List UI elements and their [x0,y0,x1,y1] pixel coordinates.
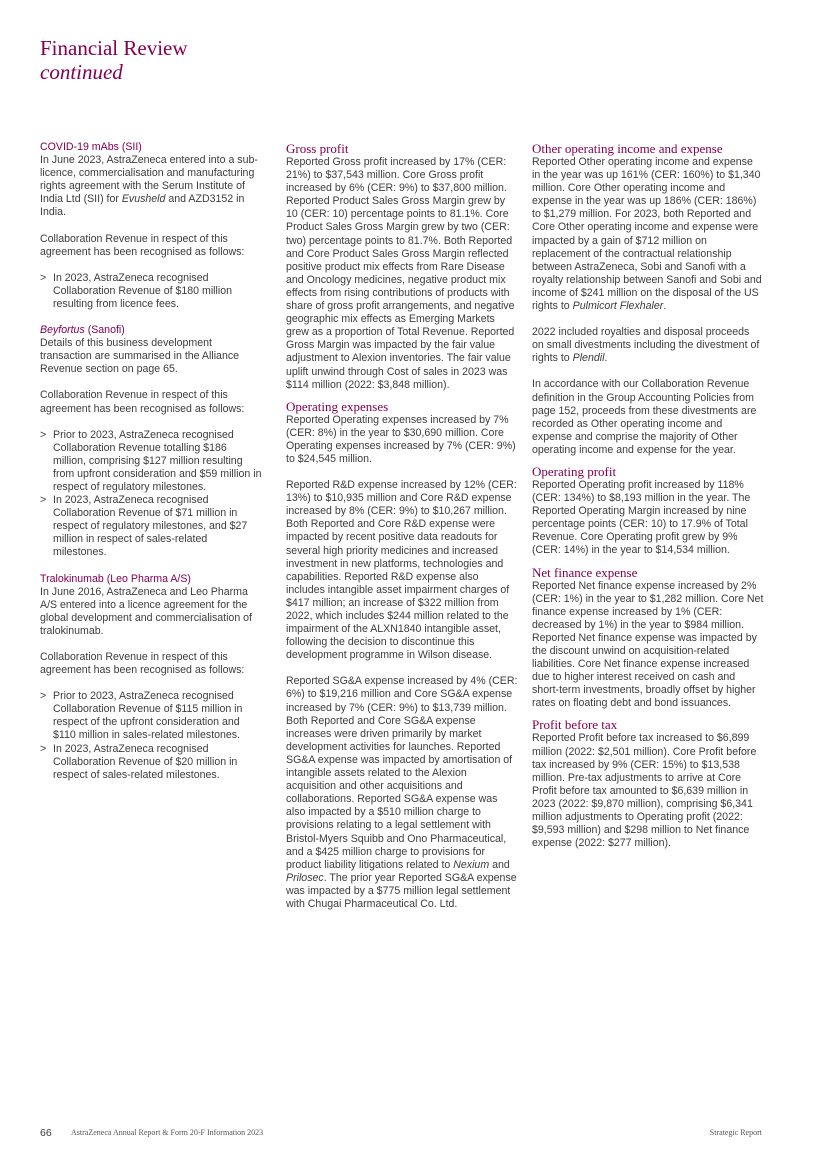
page-title: Financial Review [40,36,188,60]
page-header [40,36,188,84]
operating-expenses-heading: Operating expenses [286,398,389,414]
other-operating-income-paragraph-2: 2022 included royalties and disposal proceeds on small divestments including the divestment of rights to Plendil. [532,326,760,365]
covid-paragraph-2: Collaboration Revenue in respect of this agreement has been recognised as follows: [40,232,245,258]
other-operating-income-paragraph-1: Reported Other operating income and expense in the year was up 161% (CER: 160%) to $1,340 million. Core Other operating income and expense in the year was up 186% (CER: 186%) to $1,279 million. For 2023, both Reported and Core Other operating income and expense were impacted by a gain of $712 million on replacement of the contractual relationship between AstraZeneca, Sobi and Sanofi with a royalty relationship between Sanofi and Sobi and income of $241 million on the disposal of the US rights to Pulmicort Flexhaler. [532,156,762,313]
list-item: > In 2023, AstraZeneca recognised Collaboration Revenue of $180 million resulting from licence fees. [40,272,262,311]
gross-profit-paragraph: Reported Gross profit increased by 17% (CER: 21%) to $37,543 million. Core Gross profit increased by 6% (CER: 9%) to $37,800 million. Reported Product Sales Gross Margin grew by 10 (CER: 10) percentage points to 81.1%. Core Product Sales Gross Margin grew by two (CER: two) percentage points to 81.7%. Both Reported and Core Product Sales Gross Margin reflected positive product mix effects from Rare Disease and Oncology medicines, negative product mix effects from rising contributions of products with share of gross profit arrangements, and negative geographic mix effects as Emerging Markets grew as a proportion of Total Revenue. Reported Gross Margin was impacted by the fair value adjustment to Alexion inventories. The fair value uplift unwind through Cost of sales in 2023 was $114 million (2022: $3,848 million). [286,156,515,391]
other-operating-income-paragraph-3: In accordance with our Collaboration Revenue definition in the Group Accounting Policies from page 152, proceeds from these divestments are recorded as Other operating income and expense and comprise the majority of Other operating income and expense for the year. [532,378,757,456]
operating-expenses-paragraph-3: Reported SG&A expense increased by 4% (CER: 6%) to $19,216 million and Core SG&A expense increased by 7% (CER: 9%) to $13,739 million. Both Reported and Core SG&A expense increases were driven primarily by market development activities for launches. Reported SG&A expense was impacted by amortisation of intangible assets related to the Alexion acquisition and other acquisitions and collaborations. Reported SG&A expense was also impacted by a $510 million charge to provisions relating to a legal settlement with Bristol-Myers Squibb and Ono Pharmaceutical, and a $425 million charge to provisions for product liability litigations related to Nexium and Prilosec. The prior year Reported SG&A expense was impacted by a $775 million legal settlement with Chugai Pharmaceutical Co. Ltd. [286,675,518,910]
list-item: > In 2023, AstraZeneca recognised Collaboration Revenue of $20 million in respect of sales-related milestones. [40,743,262,782]
section-label: Strategic Report [709,1128,762,1137]
page-footer [40,1127,762,1141]
beyfortus-heading: Beyfortus (Sanofi) [40,324,125,337]
beyfortus-paragraph-1: Details of this business development transaction are summarised in the Alliance Revenue section on page 65. [40,337,240,376]
list-item: > Prior to 2023, AstraZeneca recognised Collaboration Revenue of $115 million in respect of the upfront consideration and $110 million in sales-related milestones. [40,690,262,742]
report-title: AstraZeneca Annual Report & Form 20-F Information 2023 [71,1128,264,1137]
operating-expenses-paragraph-1: Reported Operating expenses increased by 7% (CER: 8%) in the year to $30,690 million. Core Operating expenses increased by 7% (CER: 9%) to $24,545 million. [286,413,516,465]
column-left [40,141,262,782]
net-finance-expense-paragraph: Reported Net finance expense increased by 2% (CER: 1%) in the year to $1,282 million. Core Net finance expense increased by 1% (CER: decreased by 1%) in the year to $984 million. Reported Net finance expense was impacted by the discount unwind on acquisition-related liabilities. Core Net finance expense increased due to higher interest received on cash and short-term investments, broadly offset by higher rates on floating debt and bond issuances. [532,579,764,710]
covid-paragraph-1: In June 2023, AstraZeneca entered into a sub-licence, commercialisation and manufacturing rights agreement with the Serum Institute of India Ltd (SII) for Evusheld and AZD3152 in India. [40,154,258,219]
operating-profit-heading: Operating profit [532,463,617,479]
covid-bullet-list [40,272,262,311]
operating-profit-paragraph: Reported Operating profit increased by 118% (CER: 134%) to $8,193 million in the year. The Reported Operating Margin increased by nine percentage points (CER: 10) to 17.9% of Total Revenue. Core Operating profit grew by 9% (CER: 14%) in the year to $14,534 million. [532,478,751,557]
beyfortus-bullet-list [40,429,262,560]
tralokinumab-paragraph-1: In June 2016, AstraZeneca and Leo Pharma A/S entered into a licence agreement for the global development and commercialisation of tralokinumab. [40,585,252,637]
covid-heading: COVID-19 mAbs (SII) [40,141,142,153]
column-right [532,141,764,850]
page-number: 66 [40,1127,52,1139]
tralokinumab-bullet-list [40,690,262,782]
profit-before-tax-paragraph: Reported Profit before tax increased to $6,899 million (2022: $2,501 million). Core Profit before tax increased by 9% (CER: 15%) to $13,538 million. Pre-tax adjustments to arrive at Core Profit before tax amounted to $6,639 million in 2023 (2022: $9,870 million), comprising $6,341 million adjustments to Operating profit (2022: $9,593 million) and $298 million to Net finance expense (2022: $277 million). [532,732,757,850]
column-middle [286,141,518,911]
list-item: > In 2023, AstraZeneca recognised Collaboration Revenue of $71 million in respect of regulatory milestones, and $27 million in respect of sales-related milestones. [40,494,262,559]
profit-before-tax-heading: Profit before tax [532,717,618,733]
other-operating-income-heading: Other operating income and expense [532,141,723,156]
page-subtitle: continued [40,60,123,84]
net-finance-expense-heading: Net finance expense [532,564,638,580]
operating-expenses-paragraph-2: Reported R&D expense increased by 12% (CER: 13%) to $10,935 million and Core R&D expense increased by 8% (CER: 9%) to $10,267 million. Both Reported and Core R&D expense were impacted by recent positive data readouts for several high priority medicines and increased investment in new platforms, technologies and capabilities. Reported R&D expense also includes intangible asset impairment charges of $417 million; an increase of $322 million from 2022, which includes $244 million related to the impairment of the ALXN1840 intangible asset, following the decision to discontinue this development programme in Wilson disease. [286,479,517,662]
beyfortus-paragraph-2: Collaboration Revenue in respect of this agreement has been recognised as follows: [40,389,245,415]
gross-profit-heading: Gross profit [286,141,349,156]
tralokinumab-paragraph-2: Collaboration Revenue in respect of this agreement has been recognised as follows: [40,651,245,677]
tralokinumab-heading: Tralokinumab (Leo Pharma A/S) [40,572,191,585]
list-item: > Prior to 2023, AstraZeneca recognised Collaboration Revenue totalling $186 million, comprising $127 million resulting from upfront consideration and $59 million in respect of regulatory milestones. [40,429,262,494]
